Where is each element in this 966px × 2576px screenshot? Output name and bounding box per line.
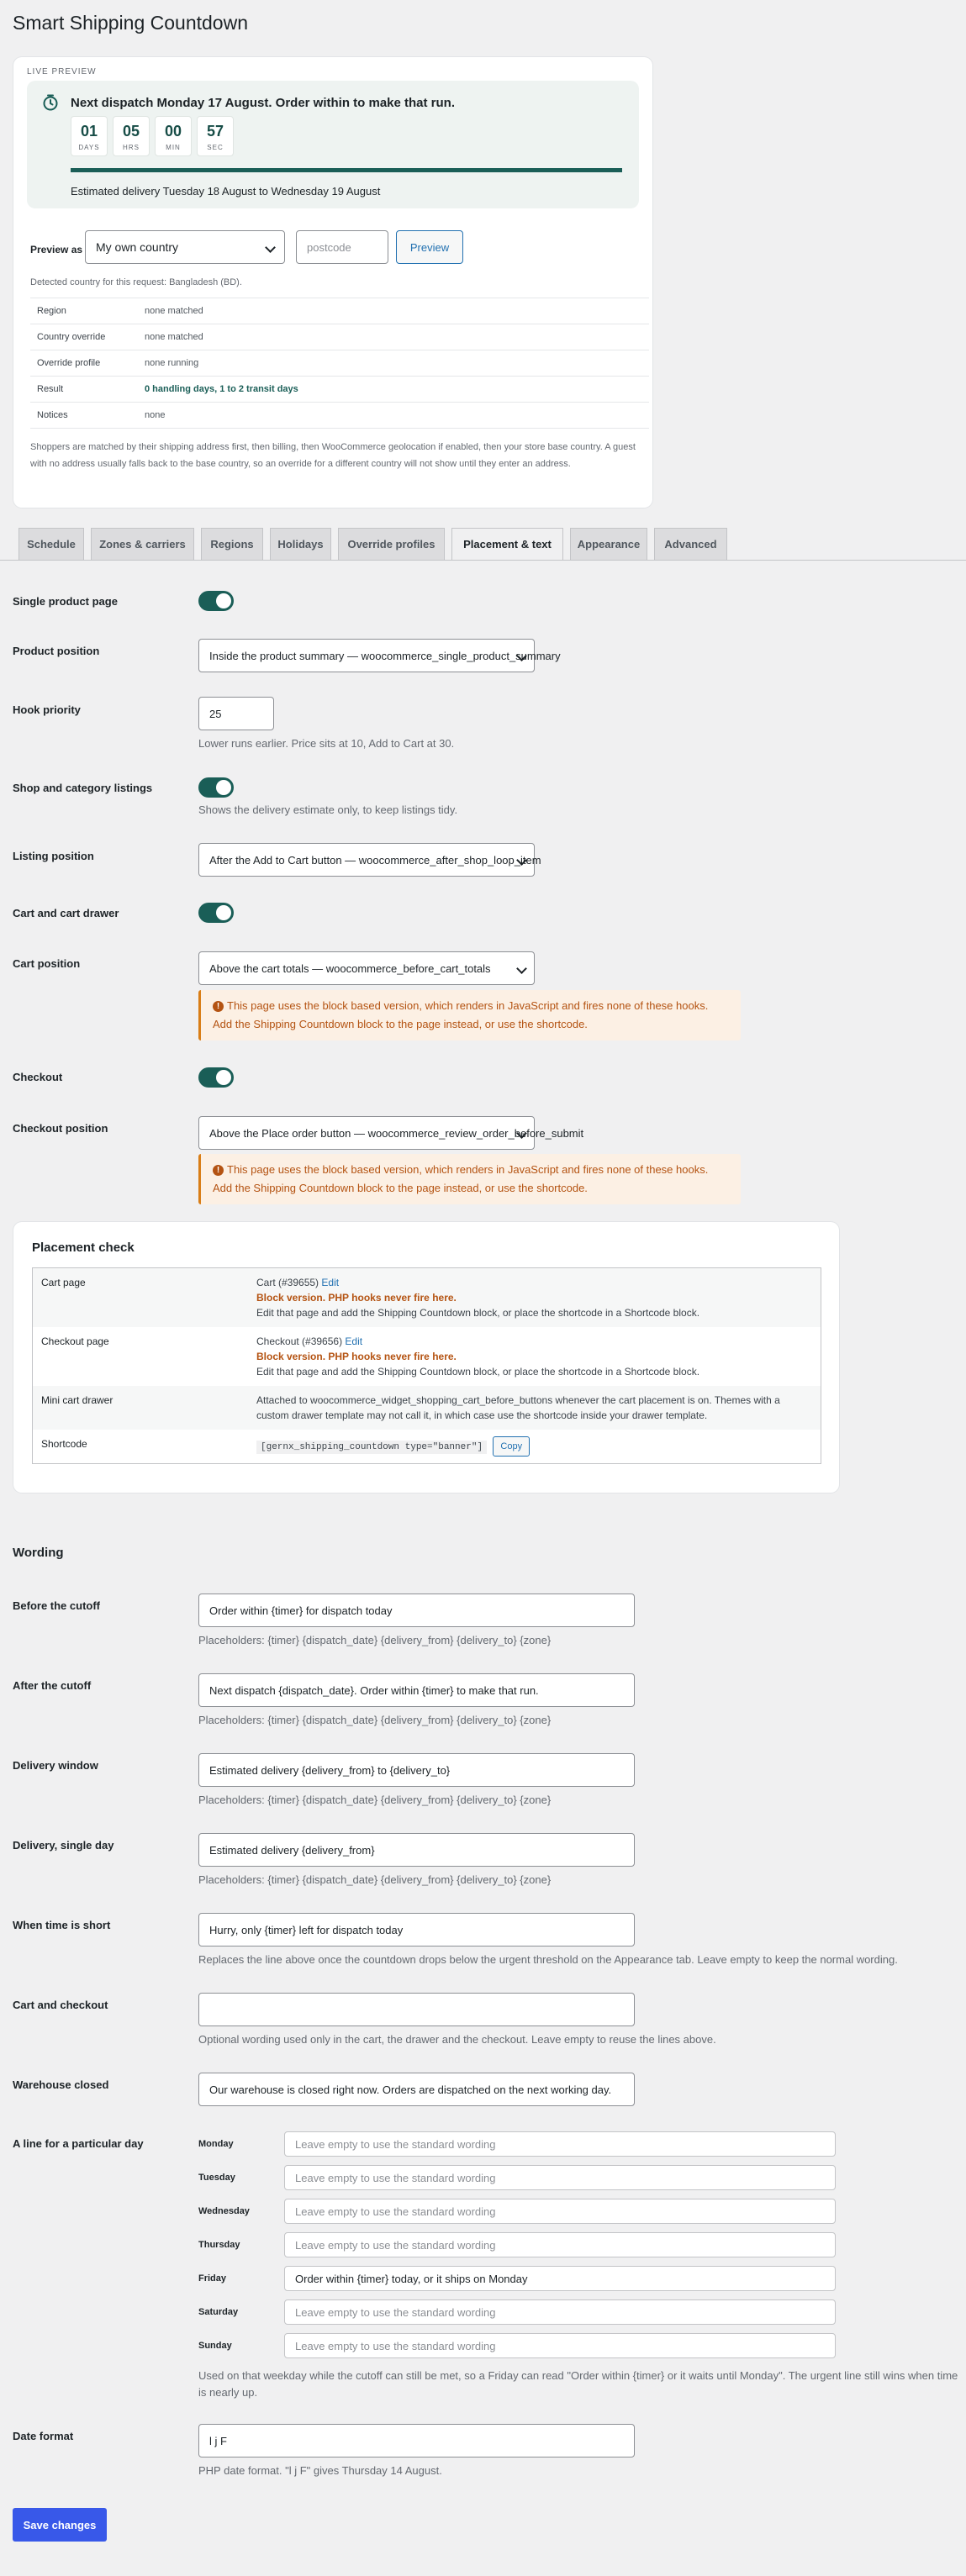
table-row: [30, 298, 649, 324]
day-label-tuesday: Tuesday: [198, 2173, 235, 2183]
tab-holidays[interactable]: Holidays: [270, 528, 331, 560]
cart-position-label: Cart position: [13, 957, 81, 970]
chevron-down-icon: [516, 963, 527, 974]
time-short-label: When time is short: [13, 1919, 111, 1931]
diag-value: none matched: [145, 306, 203, 316]
clock-icon: [42, 94, 59, 111]
placement-check-title: Placement check: [32, 1241, 135, 1255]
table-row: [33, 1430, 821, 1464]
table-row: [33, 1327, 821, 1386]
tabs-divider: [0, 560, 966, 561]
day-label-sunday: Sunday: [198, 2341, 232, 2351]
warning-icon: !: [213, 1165, 224, 1176]
preview-kicker: LIVE PREVIEW: [27, 67, 97, 76]
tab-appearance[interactable]: Appearance: [570, 528, 647, 560]
diag-value: none matched: [145, 332, 203, 342]
tab-zones-carriers[interactable]: Zones & carriers: [91, 528, 194, 560]
day-input-tuesday[interactable]: [284, 2165, 836, 2190]
table-row: [30, 403, 649, 429]
preview-country-select[interactable]: [85, 230, 285, 264]
cart-page-hint: Edit that page and add the Shipping Countdown block, or place the shortcode in a Shortcode block.: [256, 1307, 700, 1319]
countdown-seconds: [197, 116, 234, 156]
day-input-wednesday[interactable]: [284, 2199, 836, 2224]
cart-page-name: Cart (#39655): [256, 1277, 319, 1288]
countdown-value: 01: [80, 123, 98, 140]
countdown-progress-bar: [71, 168, 622, 172]
shop-listings-help: Shows the delivery estimate only, to keep listings tidy.: [198, 803, 458, 816]
cart-block-warning: [198, 990, 741, 1040]
hook-priority-help: Lower runs earlier. Price sits at 10, Add to Cart at 30.: [198, 737, 455, 750]
check-key: Checkout page: [41, 1335, 109, 1347]
countdown-days: [71, 116, 108, 156]
countdown-unit: MIN: [166, 144, 181, 151]
placeholders-help: Placeholders: {timer} {dispatch_date} {delivery_from} {delivery_to} {zone}: [198, 1714, 552, 1726]
diag-value: 0 handling days, 1 to 2 transit days: [145, 384, 298, 394]
day-label-saturday: Saturday: [198, 2307, 239, 2317]
cart-warning-text: This page uses the block based version, which renders in JavaScript and fires none of these hooks. Add the Shipping Countdown block to the page instead, or use the shortcode.: [213, 999, 709, 1030]
date-format-label: Date format: [13, 2430, 74, 2442]
preview-country-value: My own country: [96, 240, 179, 254]
check-value: [248, 1327, 821, 1386]
product-position-value: Inside the product summary — woocommerce_single_product_summary: [209, 650, 561, 662]
diag-value: none running: [145, 358, 199, 368]
time-short-input[interactable]: Hurry, only {timer} left for dispatch today: [198, 1913, 635, 1946]
warehouse-closed-input[interactable]: Our warehouse is closed right now. Orders are dispatched on the next working day.: [198, 2073, 635, 2106]
checkout-label: Checkout: [13, 1071, 63, 1083]
checkout-block-warning: [198, 1154, 741, 1204]
checkout-page-edit-link[interactable]: Edit: [345, 1335, 363, 1347]
table-row: [30, 350, 649, 377]
day-input-monday[interactable]: [284, 2131, 836, 2157]
delivery-window-label: Delivery window: [13, 1759, 98, 1772]
table-row: [30, 324, 649, 350]
preview-note: Shoppers are matched by their shipping address first, then billing, then WooCommerce geolocation if enabled, then your store base country. A guest with no address usually falls back to the base country, so an override for a different country will not show until they enter an address.: [30, 442, 636, 469]
cart-drawer-label: Cart and cart drawer: [13, 907, 119, 919]
wording-heading: Wording: [13, 1546, 64, 1560]
preview-as-label: Preview as: [30, 244, 83, 255]
diag-key: Country override: [37, 332, 106, 342]
before-cutoff-label: Before the cutoff: [13, 1599, 100, 1612]
check-value: [248, 1430, 821, 1464]
shortcode-value: [gernx_shipping_countdown type="banner"]: [256, 1441, 487, 1454]
placement-check-card: [13, 1222, 839, 1493]
cart-position-value: Above the cart totals — woocommerce_before_cart_totals: [209, 962, 491, 975]
time-short-help: Replaces the line above once the countdown drops below the urgent threshold on the Appearance tab. Leave empty to keep the normal wording.: [198, 1953, 898, 1966]
mini-cart-text: Attached to woocommerce_widget_shopping_cart_before_buttons whenever the cart placement is on. Themes with a custom drawer template may not call it, in which case use the shortcode inside your drawer template.: [256, 1394, 780, 1421]
check-key: Mini cart drawer: [41, 1394, 113, 1406]
chevron-down-icon: [265, 242, 276, 253]
countdown-progress-fill: [71, 168, 622, 172]
placeholders-help: Placeholders: {timer} {dispatch_date} {delivery_from} {delivery_to} {zone}: [198, 1873, 552, 1886]
countdown-unit: HRS: [123, 144, 140, 151]
toggle-knob: [216, 1070, 231, 1085]
cart-position-select[interactable]: [198, 951, 535, 985]
cart-page-status: Block version. PHP hooks never fire here.: [256, 1292, 457, 1304]
single-day-label: Delivery, single day: [13, 1839, 114, 1852]
toggle-knob: [216, 593, 231, 608]
page-title: Smart Shipping Countdown: [13, 12, 248, 34]
after-cutoff-input[interactable]: Next dispatch {dispatch_date}. Order within {timer} to make that run.: [198, 1673, 635, 1707]
postcode-input[interactable]: [296, 230, 388, 264]
countdown-value: 05: [122, 123, 140, 140]
countdown-value: 00: [164, 123, 182, 140]
shop-listings-label: Shop and category listings: [13, 782, 153, 794]
checkout-position-label: Checkout position: [13, 1122, 108, 1135]
checkout-page-status: Block version. PHP hooks never fire here.: [256, 1351, 457, 1362]
cart-checkout-help: Optional wording used only in the cart, the drawer and the checkout. Leave empty to reuse the lines above.: [198, 2033, 716, 2046]
tab-placement-text[interactable]: Placement & text: [451, 528, 563, 561]
day-label-monday: Monday: [198, 2139, 234, 2149]
countdown-value: 57: [206, 123, 224, 140]
checkout-position-value: Above the Place order button — woocommerce_review_order_before_submit: [209, 1127, 584, 1140]
date-format-help: PHP date format. "l j F" gives Thursday 14 August.: [198, 2464, 442, 2477]
listing-position-value: After the Add to Cart button — woocommerce_after_shop_loop_item: [209, 854, 541, 867]
diag-key: Region: [37, 306, 66, 316]
particular-day-help: Used on that weekday while the cutoff can still be met, so a Friday can read "Order within {timer} or it waits until Monday". The urgent line still wins when time is nearly up.: [198, 2369, 958, 2399]
detected-country: Detected country for this request: Bangladesh (BD).: [30, 277, 242, 287]
countdown-hours: [113, 116, 150, 156]
check-key: Shortcode: [41, 1438, 87, 1450]
diag-key: Override profile: [37, 358, 101, 368]
placement-check-table: [32, 1267, 821, 1464]
checkout-page-hint: Edit that page and add the Shipping Countdown block, or place the shortcode in a Shortcode block.: [256, 1366, 700, 1378]
day-input-friday[interactable]: [284, 2266, 836, 2291]
check-key: Cart page: [41, 1277, 86, 1288]
diag-key: Notices: [37, 410, 68, 420]
day-input-sunday[interactable]: [284, 2333, 836, 2358]
diag-key: Result: [37, 384, 64, 394]
tab-schedule[interactable]: Schedule: [18, 528, 84, 560]
checkout-position-select[interactable]: [198, 1116, 584, 1150]
table-row: [33, 1268, 821, 1328]
tab-regions[interactable]: Regions: [201, 528, 263, 560]
preview-diagnostics-table: [30, 298, 649, 429]
hook-priority-input[interactable]: 25: [198, 697, 274, 730]
check-value: [248, 1268, 821, 1328]
cart-page-edit-link[interactable]: Edit: [321, 1277, 340, 1288]
countdown-banner: [27, 81, 639, 208]
countdown-unit: SEC: [207, 144, 224, 151]
checkout-warning-text: This page uses the block based version, which renders in JavaScript and fires none of these hooks. Add the Shipping Countdown block to the page instead, or use the shortcode.: [213, 1163, 709, 1194]
listing-position-label: Listing position: [13, 850, 94, 862]
checkout-toggle[interactable]: [198, 1067, 234, 1088]
toggle-knob: [216, 780, 231, 795]
particular-day-label: A line for a particular day: [13, 2137, 144, 2150]
diag-value: none: [145, 410, 166, 420]
product-position-select[interactable]: [198, 639, 561, 672]
day-label-thursday: Thursday: [198, 2240, 240, 2250]
product-position-label: Product position: [13, 645, 100, 657]
delivery-window-input[interactable]: Estimated delivery {delivery_from} to {delivery_to}: [198, 1753, 635, 1787]
day-label-wednesday: Wednesday: [198, 2206, 250, 2216]
shop-listings-toggle[interactable]: [198, 777, 234, 798]
banner-headline: Next dispatch Monday 17 August. Order within to make that run.: [71, 96, 456, 110]
table-row: [33, 1386, 821, 1430]
before-cutoff-input[interactable]: Order within {timer} for dispatch today: [198, 1594, 635, 1627]
save-changes-button[interactable]: Save changes: [13, 2508, 107, 2542]
copy-shortcode-button[interactable]: Copy: [493, 1436, 530, 1457]
listing-position-select[interactable]: [198, 843, 541, 877]
placeholders-help: Placeholders: {timer} {dispatch_date} {delivery_from} {delivery_to} {zone}: [198, 1634, 552, 1646]
placeholders-help: Placeholders: {timer} {dispatch_date} {delivery_from} {delivery_to} {zone}: [198, 1794, 552, 1806]
single-product-label: Single product page: [13, 595, 118, 608]
day-label-friday: Friday: [198, 2273, 227, 2284]
banner-delivery-estimate: Estimated delivery Tuesday 18 August to Wednesday 19 August: [71, 185, 381, 198]
date-format-input[interactable]: l j F: [198, 2424, 635, 2457]
countdown-unit: DAYS: [78, 144, 100, 151]
countdown-minutes: [155, 116, 192, 156]
single-product-toggle[interactable]: [198, 591, 234, 611]
table-row: [30, 377, 649, 403]
day-input-saturday[interactable]: [284, 2299, 836, 2325]
tab-advanced[interactable]: Advanced: [654, 528, 727, 560]
hook-priority-label: Hook priority: [13, 703, 81, 716]
preview-button[interactable]: Preview: [396, 230, 463, 264]
single-day-input[interactable]: Estimated delivery {delivery_from}: [198, 1833, 635, 1867]
warehouse-closed-label: Warehouse closed: [13, 2078, 109, 2091]
cart-checkout-label: Cart and checkout: [13, 1999, 108, 2011]
cart-drawer-toggle[interactable]: [198, 903, 234, 923]
cart-checkout-input[interactable]: [198, 1993, 635, 2026]
day-input-thursday[interactable]: [284, 2232, 836, 2257]
warning-icon: !: [213, 1001, 224, 1012]
toggle-knob: [216, 905, 231, 920]
live-preview-card: [13, 57, 652, 508]
after-cutoff-label: After the cutoff: [13, 1679, 92, 1692]
checkout-page-name: Checkout (#39656): [256, 1335, 343, 1347]
tab-override-profiles[interactable]: Override profiles: [338, 528, 445, 560]
